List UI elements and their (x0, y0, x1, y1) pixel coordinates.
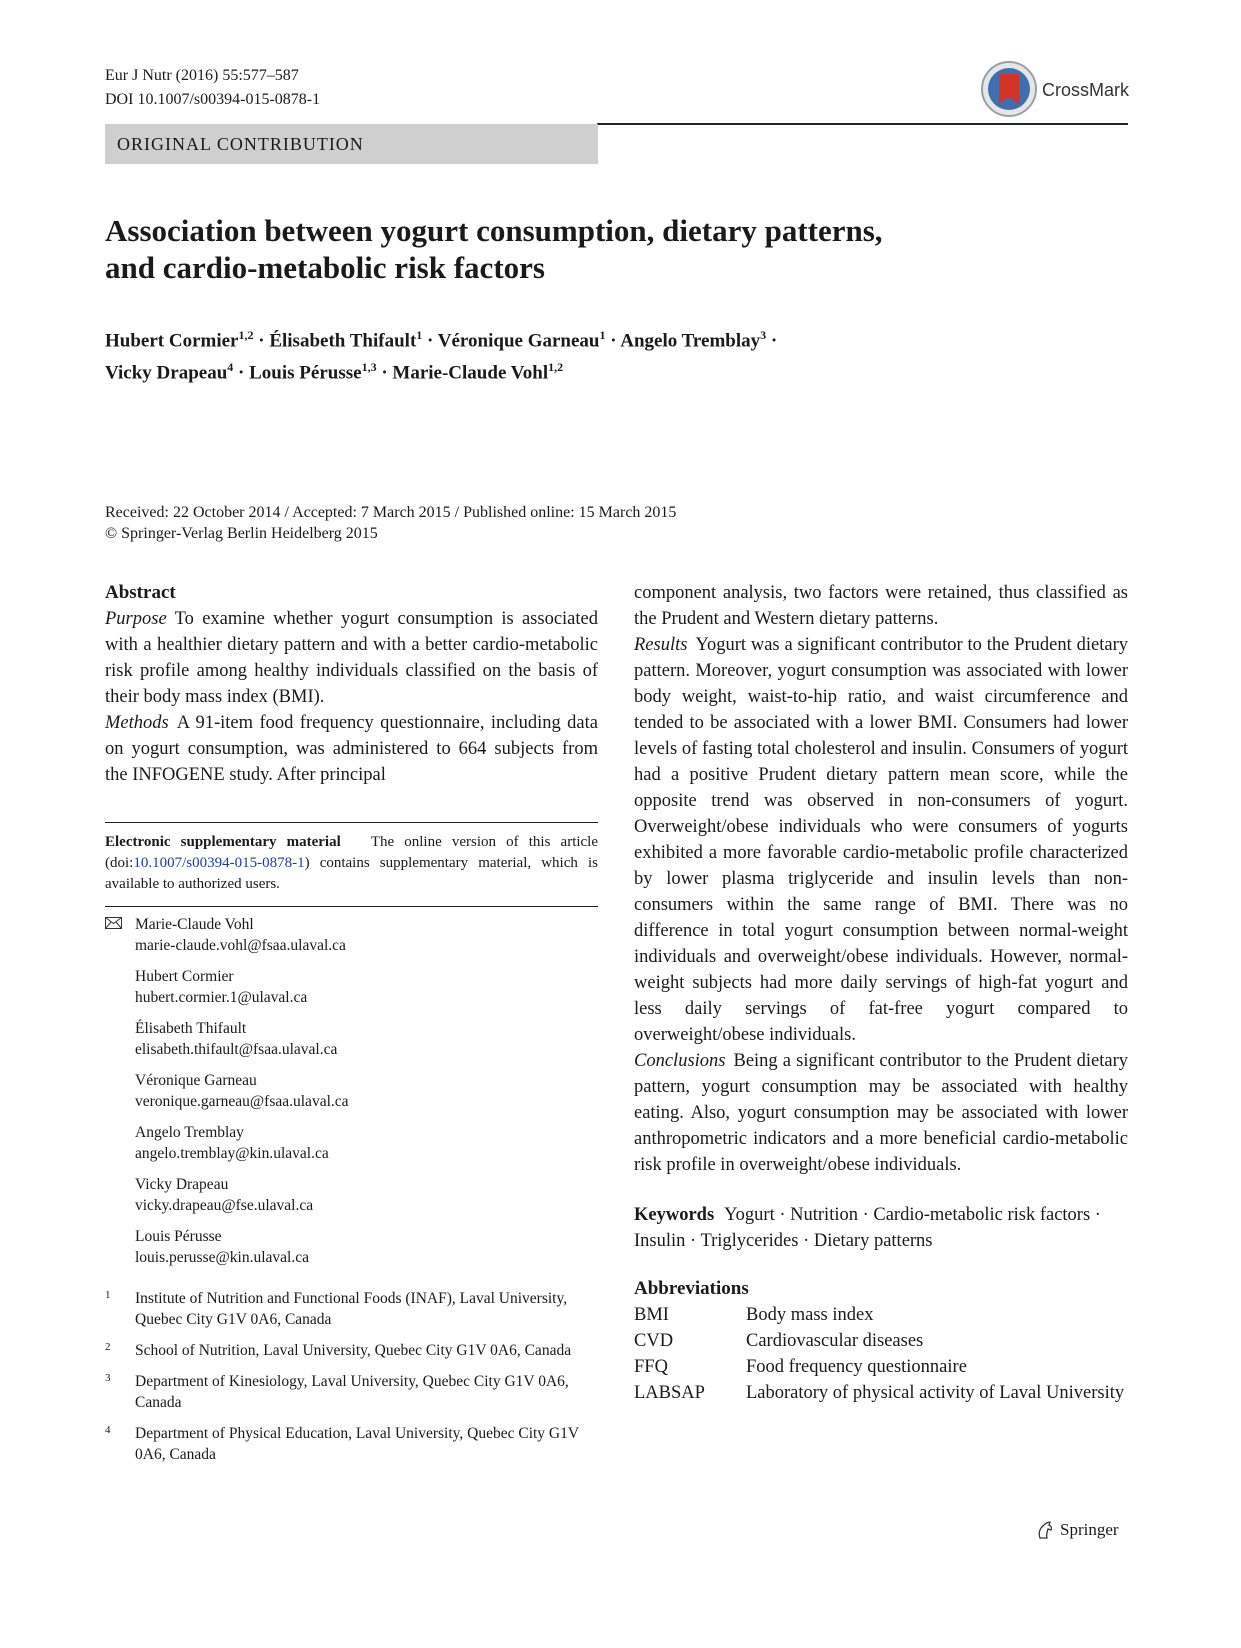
publication-history (105, 502, 1005, 544)
contact-entry (105, 1174, 598, 1216)
methods-label: Methods (105, 713, 169, 733)
envelope-icon (105, 917, 122, 929)
title-line-1: Association between yogurt consumption, dietary patterns, (105, 213, 883, 248)
contact-name: Angelo Tremblay (135, 1124, 244, 1141)
author-affil-ref: 1 (416, 328, 423, 342)
author-contacts (105, 914, 598, 1278)
contact-name: Vicky Drapeau (135, 1176, 229, 1193)
author-affil-ref: 1,2 (548, 360, 564, 375)
title-line-2: and cardio-metabolic risk factors (105, 250, 545, 285)
author-line-1: Hubert Cormier$^{1,2}$ · Élisabeth Thifault$^1$ · Véronique Garneau$^1$ · Angelo Tremblay$^3$ · (105, 328, 778, 352)
header-rule (597, 123, 1128, 125)
contact-name: Hubert Cormier (135, 968, 234, 985)
conclusions-label: Conclusions (634, 1051, 726, 1071)
abbreviation-row (634, 1328, 1124, 1354)
affiliation-entry (105, 1288, 598, 1330)
contact-email[interactable]: angelo.tremblay@kin.ulaval.ca (135, 1145, 329, 1162)
affiliation-entry (105, 1371, 598, 1413)
abbreviation-value: Laboratory of physical activity of Laval University (746, 1383, 1125, 1403)
author-name: Hubert Cormier (105, 330, 239, 352)
esm-text-before: The online version of this article (doi: (105, 834, 599, 871)
abbreviation-key: BMI (634, 1305, 669, 1325)
journal-citation: Eur J Nutr (2016) 55:577–587 (105, 67, 299, 84)
copyright-line: © Springer-Verlag Berlin Heidelberg 2015 (105, 525, 378, 542)
author-affil-ref: 4 (227, 360, 234, 375)
abbreviation-row (634, 1380, 1124, 1406)
contact-entry (105, 1070, 598, 1112)
author-name: Louis Pérusse (249, 362, 362, 384)
supplementary-note (105, 832, 598, 895)
affiliation-text: School of Nutrition, Laval University, Quebec City G1V 0A6, Canada (135, 1342, 572, 1359)
contact-name: Véronique Garneau (135, 1072, 257, 1089)
esm-label: Electronic supplementary material (105, 834, 341, 850)
author-list (105, 322, 1005, 387)
esm-top-rule (105, 822, 598, 823)
affiliations (105, 1288, 598, 1475)
abbreviation-value: Cardiovascular diseases (746, 1331, 924, 1351)
journal-header (105, 64, 320, 112)
purpose-label: Purpose (105, 609, 167, 629)
contact-email[interactable]: louis.perusse@kin.ulaval.ca (135, 1249, 309, 1266)
abstract-left-column (105, 580, 598, 788)
contact-entry (105, 1226, 598, 1268)
abbreviations-heading: Abbreviations (634, 1278, 749, 1299)
affiliation-number: 2 (105, 1341, 111, 1353)
abbreviation-row (634, 1302, 1124, 1328)
contact-entry (105, 966, 598, 1008)
esm-doi-link[interactable]: 10.1007/s00394-015-0878-1 (133, 855, 305, 871)
abstract-results (634, 632, 1128, 1048)
abstract-right-column (634, 580, 1128, 1406)
affiliation-number: 1 (105, 1289, 111, 1301)
author-affil-ref: 3 (760, 328, 767, 342)
contact-email[interactable]: veronique.garneau@fsaa.ulaval.ca (135, 1093, 349, 1110)
affiliation-text: Department of Kinesiology, Laval University, Quebec City G1V 0A6, Canada (135, 1373, 569, 1411)
purpose-text: To examine whether yogurt consumption is associated with a healthier dietary pattern and with a better cardio-metabolic risk profile among healthy individuals classified on the basis of their body mass index (BMI). (105, 609, 598, 707)
abbreviation-key: LABSAP (634, 1383, 705, 1403)
methods-continued: component analysis, two factors were retained, thus classified as the Prudent and Western dietary patterns. (634, 583, 1128, 629)
contact-entry (105, 914, 598, 956)
affiliation-number: 3 (105, 1372, 111, 1384)
results-text: Yogurt was a significant contributor to the Prudent dietary pattern. Moreover, yogurt consumption was associated with lower body weight, waist-to-hip ratio, and waist circumference and tended to be associated with a lower BMI. Consumers had lower levels of fasting total cholesterol and insulin. Consumers of yogurt had a positive Prudent dietary pattern mean score, while the opposite trend was observed in non-consumers of yogurt. Overweight/obese individuals who were consumers of yogurts exhibited a more favorable cardio-metabolic profile characterized by lower plasma triglyceride and insulin levels than non-consumers within the same range of BMI. There was no difference in total yogurt consumption between normal-weight individuals and overweight/obese individuals. However, normal-weight subjects had more daily servings of high-fat yogurt and less daily servings of fat-free yogurt compared to overweight/obese individuals. (634, 635, 1128, 1045)
contact-name: Marie-Claude Vohl (135, 916, 254, 933)
author-affil-ref: 1,2 (238, 328, 254, 342)
abbreviation-row (634, 1354, 1124, 1380)
author-name: Marie-Claude Vohl (392, 362, 549, 384)
author-affil-ref: 1 (599, 328, 606, 342)
crossmark-badge[interactable] (980, 60, 1130, 122)
article-title (105, 212, 1005, 286)
dates-line: Received: 22 October 2014 / Accepted: 7 March 2015 / Published online: 15 March 2015 (105, 504, 677, 521)
abbreviation-key: FFQ (634, 1357, 668, 1377)
affiliation-text: Institute of Nutrition and Functional Foods (INAF), Laval University, Quebec City G1V 0A6, Canada (135, 1290, 568, 1328)
publisher-name: Springer (1060, 1520, 1119, 1539)
results-label: Results (634, 635, 688, 655)
author-affil-ref: 1,3 (361, 360, 377, 375)
contact-name: Louis Pérusse (135, 1228, 222, 1245)
author-name: Élisabeth Thifault (269, 330, 417, 352)
author-name: Angelo Tremblay (620, 330, 761, 352)
contact-email[interactable]: hubert.cormier.1@ulaval.ca (135, 989, 308, 1006)
keywords-label: Keywords (634, 1205, 715, 1225)
affiliation-number: 4 (105, 1424, 111, 1436)
esm-text-after: ) contains supplementary material, which is available to authorized users. (105, 855, 598, 892)
conclusions-text: Being a significant contributor to the Prudent dietary pattern, yogurt consumption may be associated with healthy eating. Also, yogurt consumption may be associated with lower anthropometric indicators and a more beneficial cardio-metabolic risk profile in overweight/obese individuals. (634, 1051, 1128, 1175)
keywords-text: Yogurt · Nutrition · Cardio-metabolic risk factors · Insulin · Triglycerides · Dietary patterns (634, 1205, 1101, 1251)
contact-email[interactable]: marie-claude.vohl@fsaa.ulaval.ca (135, 937, 346, 954)
abbreviations-table (634, 1302, 1124, 1406)
abstract-conclusions (634, 1048, 1128, 1178)
abbreviation-value: Body mass index (746, 1305, 874, 1325)
methods-text: A 91-item food frequency questionnaire, including data on yogurt consumption, was administered to 664 subjects from the INFOGENE study. After principal (105, 713, 598, 785)
affiliation-entry (105, 1340, 598, 1361)
abbreviation-key: CVD (634, 1331, 674, 1351)
publisher-logo (1034, 1517, 1134, 1547)
crossmark-label: CrossMark (1042, 80, 1130, 100)
affiliation-text: Department of Physical Education, Laval University, Quebec City G1V 0A6, Canada (135, 1425, 579, 1463)
contact-entry (105, 1122, 598, 1164)
abbreviation-value: Food frequency questionnaire (746, 1357, 967, 1377)
crossmark-icon (980, 60, 1038, 118)
author-name: Véronique Garneau (437, 330, 600, 352)
contact-email[interactable]: vicky.drapeau@fse.ulaval.ca (135, 1197, 314, 1214)
contact-email[interactable]: elisabeth.thifault@fsaa.ulaval.ca (135, 1041, 338, 1058)
doi: DOI 10.1007/s00394-015-0878-1 (105, 91, 321, 108)
contact-entry (105, 1018, 598, 1060)
article-type-band: ORIGINAL CONTRIBUTION (105, 124, 598, 164)
abstract-purpose (105, 606, 598, 710)
author-name: Vicky Drapeau (105, 362, 228, 384)
contact-name: Élisabeth Thifault (135, 1020, 247, 1037)
affiliation-entry (105, 1423, 598, 1465)
keywords (634, 1202, 1128, 1254)
esm-bottom-rule (105, 906, 598, 907)
springer-horse-icon (1034, 1519, 1056, 1541)
abstract-heading: Abstract (105, 582, 176, 603)
author-line-2: Vicky Drapeau$^4$ · Louis Pérusse$^{1,3}$ · Marie-Claude Vohl$^{1,2}$ (105, 360, 564, 384)
abstract-methods (105, 710, 598, 788)
